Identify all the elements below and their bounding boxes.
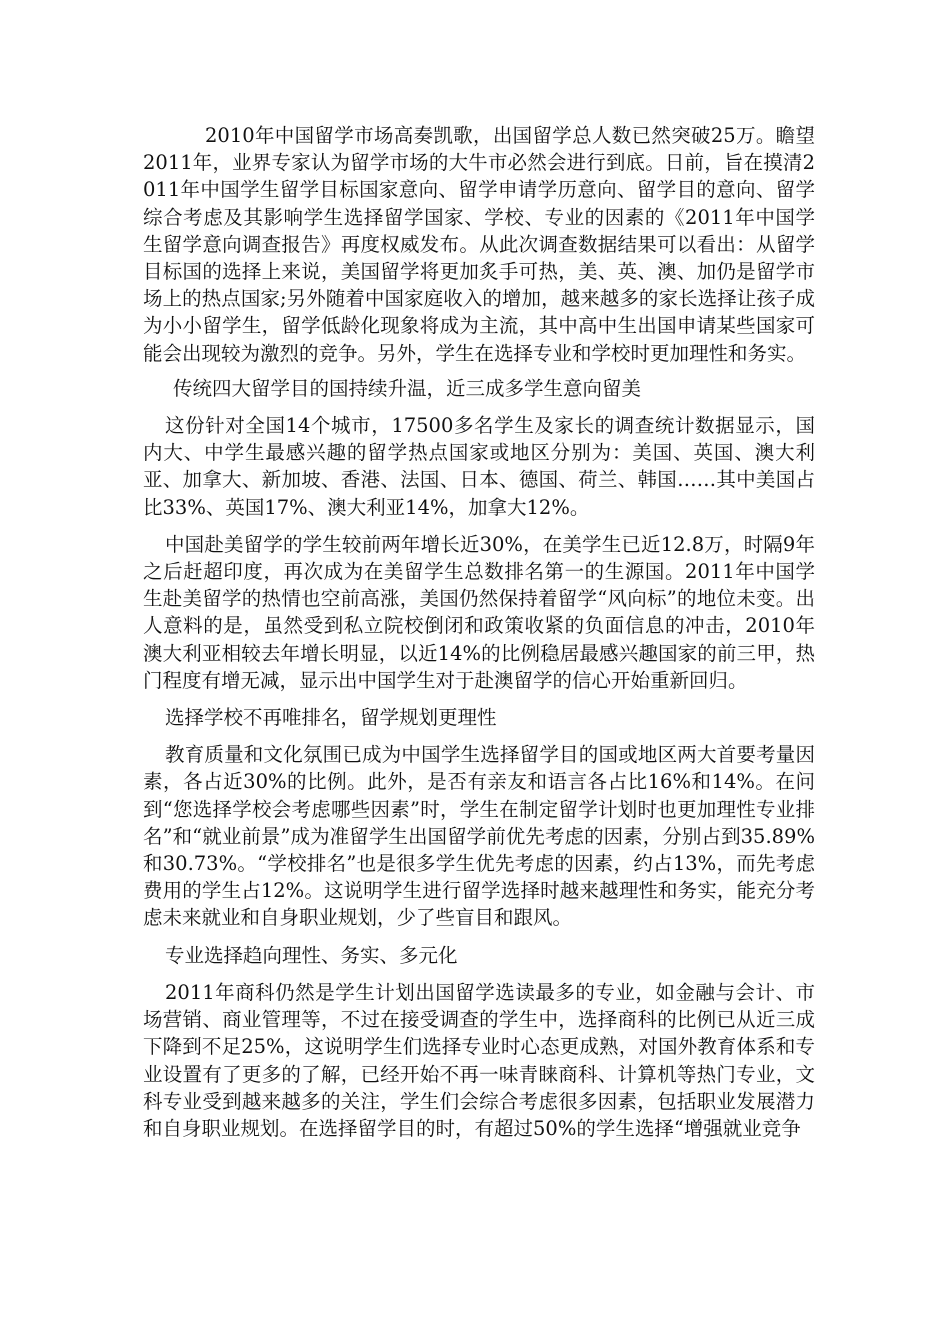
section-heading-destinations: 传统四大留学目的国持续升温，近三成多学生意向留美	[173, 376, 642, 400]
paragraph-major-trends: 2011年商科仍然是学生计划出国留学选读最多的专业，如金融与会计、市场营销、商业管理等，不过在接受调查的学生中，选择商科的比例已从近三成下降到不足25%，这说明学生们选择专业时心态更成熟，对国外教育体系和专业设置有了更多的了解，已经开始不再一味青睐商科、计算机等热门专业，文科专业受到越来越多的关注，学生们会综合考虑很多因素，包括职业发展潜力和自身职业规划。在选择留学目的时，有超过50%的学生选择“增强就业竞争	[143, 980, 815, 1140]
intro-paragraph: 2010年中国留学市场高奏凯歌，出国留学总人数已然突破25万。瞻望2011年，业界专家认为留学市场的大牛市必然会进行到底。日前，旨在摸清2011年中国学生留学目标国家意向、留学申请学历意向、留学目的意向、留学综合考虑及其影响学生选择留学国家、学校、专业的因素的《2011年中国学生留学意向调查报告》再度权威发布。从此次调查数据结果可以看出：从留学目标国的选择上来说，美国留学将更加炙手可热，美、英、澳、加仍是留学市场上的热点国家;另外随着中国家庭收入的增加，越来越多的家长选择让孩子成为小小留学生，留学低龄化现象将成为主流，其中高中生出国申请某些国家可能会出现较为激烈的竞争。另外，学生在选择专业和学校时更加理性和务实。	[143, 124, 815, 365]
paragraph-school-factors: 教育质量和文化氛围已成为中国学生选择留学目的国或地区两大首要考量因素，各占近30%的比例。此外，是否有亲友和语言各占比16%和14%。在问到“您选择学校会考虑哪些因素”时，学生在制定留学计划时也更加理性专业排名”和“就业前景”成为准留学生出国留学前优先考虑的因素，分别占到35.89%和30.73%。“学校排名”也是很多学生优先考虑的因素，约占13%，而先考虑费用的学生占12%。这说明学生进行留学选择时越来越理性和务实，能充分考虑未来就业和自身职业规划，少了些盲目和跟风。	[143, 743, 815, 930]
article-body	[143, 122, 815, 1152]
paragraph-us-australia: 中国赴美留学的学生较前两年增长近30%，在美学生已近12.8万，时隔9年之后赶超印度，再次成为在美留学生总数排名第一的生源国。2011年中国学生赴美留学的热情也空前高涨，美国仍然保持着留学“风向标”的地位未变。出人意料的是，虽然受到私立院校倒闭和政策收紧的负面信息的冲击，2010年澳大利亚相较去年增长明显，以近14%的比例稳居最感兴趣国家的前三甲，热门程度有增无减，显示出中国学生对于赴澳留学的信心开始重新回归。	[143, 532, 815, 692]
paragraph-survey-countries: 这份针对全国14个城市，17500多名学生及家长的调查统计数据显示，国内大、中学生最感兴趣的留学热点国家或地区分别为：美国、英国、澳大利亚、加拿大、新加坡、香港、法国、日本、德国、荷兰、韩国……其中美国占比33%、英国17%、澳大利亚14%，加拿大12%。	[143, 414, 815, 519]
section-heading-school-choice: 选择学校不再唯排名，留学规划更理性	[165, 706, 497, 730]
section-heading-major-choice: 专业选择趋向理性、务实、多元化	[165, 943, 458, 967]
